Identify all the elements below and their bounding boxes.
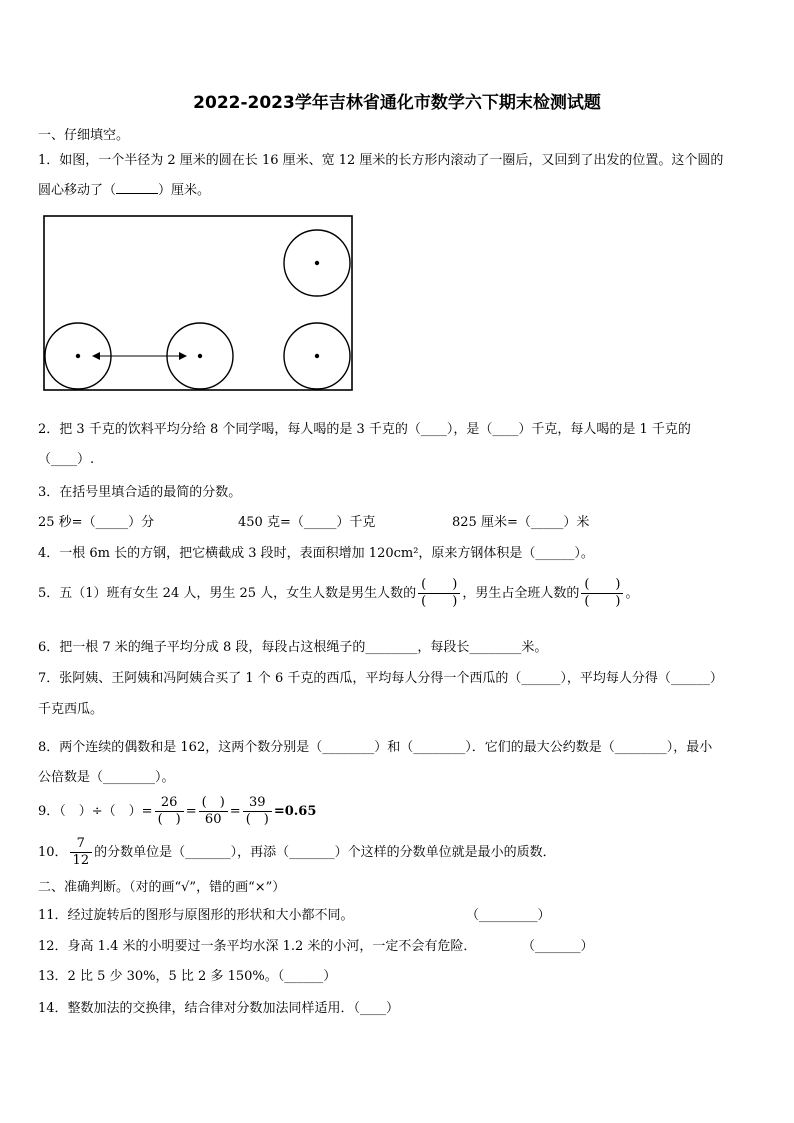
q10-den: 12 — [72, 853, 90, 868]
q12-text: 12．身高 1.4 米的小明要过一条平均水深 1.2 米的小河，一定不会有危险． — [38, 939, 477, 954]
q8-line1: 8．两个连续的偶数和是 162，这两个数分别是（________）和（________）．它们的最大公约数是（________），最小 — [38, 740, 713, 755]
q11-answer[interactable]: （_________） — [466, 908, 551, 923]
page-title: 2022-2023学年吉林省通化市数学六下期末检测试题 — [193, 93, 601, 113]
q9-f1-num: 26 — [155, 795, 184, 812]
q3-b: 450 克=（_____）千克 — [238, 515, 376, 530]
q5-part3: 。 — [625, 586, 639, 601]
q8-line2: 公倍数是（________）。 — [38, 770, 175, 785]
q7-line1: 7．张阿姨、王阿姨和冯阿姨合买了 1 个 6 千克的西瓜，平均每人分得一个西瓜的（______），平均每人分得（______） — [38, 671, 723, 686]
center-bottom-middle — [198, 354, 202, 358]
q9-f3-num: 39 — [243, 795, 272, 812]
q9-f2-num: ( ) — [199, 795, 228, 812]
q3-a: 25 秒=（_____）分 — [38, 515, 155, 530]
q10-fraction — [70, 836, 93, 869]
q5-part2: ，男生占全班人数的 — [462, 586, 580, 601]
q9-fraction-3 — [243, 795, 272, 828]
q7-line2: 千克西瓜。 — [38, 702, 104, 717]
section-2-heading: 二、准确判断。（对的画“√”，错的画“×”） — [38, 880, 286, 895]
q9-f1-den: ( ) — [157, 812, 181, 827]
q9-f3-den: ( ) — [245, 812, 269, 827]
arrow-head-right — [179, 352, 187, 360]
q5-part1: 5．五（1）班有女生 24 人，男生 25 人，女生人数是男生人数的 — [38, 586, 417, 601]
q1-line1: 1．如图，一个半径为 2 厘米的圆在长 16 厘米、宽 12 厘米的长方形内滚动了一圈后，又回到了出发的位置。这个圆的 — [38, 153, 724, 168]
q9-line — [38, 792, 316, 832]
center-bottom-left — [76, 354, 80, 358]
center-bottom-right — [315, 354, 319, 358]
q5-fraction-2 — [581, 577, 623, 610]
q12-answer[interactable]: （_______） — [522, 939, 594, 954]
q5-fraction-1 — [418, 577, 460, 610]
q10-line — [38, 833, 556, 873]
q10-lead: 10． — [38, 845, 68, 860]
q3-c: 825 厘米=（_____）米 — [452, 515, 590, 530]
q9-tail: =0.65 — [273, 804, 317, 819]
q14-text: 14．整数加法的交换律，结合律对分数加法同样适用．（____） — [38, 1001, 400, 1016]
q9-f2-den: 60 — [204, 812, 222, 827]
q9-lead: 9．（ ）÷（ ）= — [38, 804, 153, 819]
rectangle — [44, 216, 352, 390]
q5-f2-num: ( ) — [581, 577, 623, 594]
q13-text: 13．2 比 5 少 30%，5 比 2 多 150%。（______） — [38, 969, 337, 984]
section-1-heading: 一、仔细填空。 — [38, 128, 130, 143]
q5-f2-den: ( ) — [584, 594, 621, 609]
arrow-head-left — [92, 352, 100, 360]
q5-f1-den: ( ) — [421, 594, 458, 609]
q6-text: 6．把一根 7 米的绳子平均分成 8 段，每段占这根绳子的________，每段长________米。 — [38, 640, 548, 655]
q9-eq2: = — [229, 804, 241, 819]
q2-line2: （____）. — [38, 452, 95, 467]
q5-f1-num: ( ) — [418, 577, 460, 594]
q4-text: 4．一根 6m 长的方钢，把它横截成 3 段时，表面积增加 120cm²，原来方钢体积是（______）。 — [38, 546, 594, 561]
q2-line1: 2．把 3 千克的饮料平均分给 8 个同学喝，每人喝的是 3 千克的（____），是（____）千克，每人喝的是 1 千克的 — [38, 422, 691, 437]
q1-line2b: ）厘米。 — [158, 183, 211, 198]
q9-fraction-1 — [155, 795, 184, 828]
q10-num: 7 — [70, 836, 93, 853]
q9-eq1: = — [185, 804, 197, 819]
q10-text: 的分数单位是（_______），再添（_______）个这样的分数单位就是最小的质数． — [94, 845, 556, 860]
q11-text: 11．经过旋转后的图形与原图形的形状和大小都不同。 — [38, 908, 354, 923]
q5-line — [38, 574, 639, 614]
q9-fraction-2 — [199, 795, 228, 828]
q1-line2a: 圆心移动了（ — [38, 183, 117, 198]
q1-figure — [0, 0, 794, 400]
center-top-right — [315, 261, 319, 265]
q3-stem: 3．在括号里填合适的最简的分数。 — [38, 485, 242, 500]
